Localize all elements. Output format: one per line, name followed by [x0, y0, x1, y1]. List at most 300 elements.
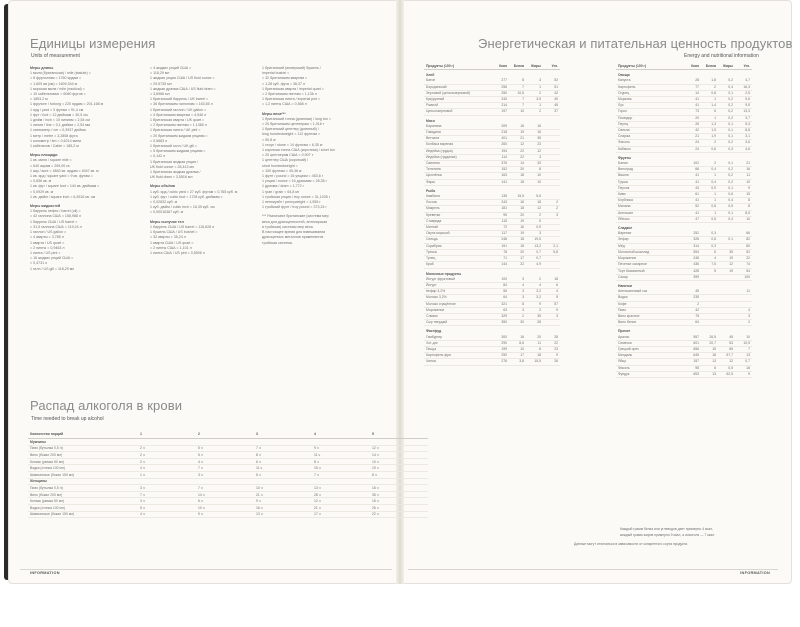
value-cell: 16	[735, 365, 752, 371]
value-cell: 554	[684, 249, 701, 255]
unit-line: 1 жидкая унция США / US fluid ounce =	[150, 76, 215, 81]
value-cell: 4	[701, 256, 718, 262]
value-cell: 12	[718, 262, 735, 268]
value-cell: 26	[684, 121, 701, 127]
category-row	[616, 70, 752, 79]
value-cell: 3	[735, 313, 752, 319]
value-cell: 16	[509, 225, 526, 231]
category-label: Хлеб	[426, 73, 435, 78]
value-cell: 2	[526, 212, 543, 218]
value-cell: 9	[735, 185, 752, 191]
value-cell: 74	[735, 262, 752, 268]
unit-line: = 20 британским жидким унциям =	[150, 133, 208, 138]
value-cell: 197	[492, 109, 509, 115]
value-cell: 653	[684, 371, 701, 377]
value-cell: 2	[526, 109, 543, 115]
value-cell: 144	[492, 262, 509, 268]
product-name: Перец	[616, 121, 684, 127]
value-cell: 0,4	[718, 198, 735, 204]
value-cell: 63	[492, 307, 509, 313]
unit-line: = 32 кварты = 35,24 л	[150, 235, 186, 240]
unit-line: 1 кв. миля / square mile =	[30, 158, 72, 163]
hours-cell: 2 ч	[138, 445, 196, 452]
category-row	[616, 223, 752, 232]
unit-line: 1 гран / grain = 64,8 мг	[262, 189, 300, 194]
hours-cell: 12 ч	[370, 445, 428, 452]
header-cell: Ккал	[492, 64, 509, 70]
value-cell: 11	[735, 173, 752, 179]
table-row	[28, 485, 428, 492]
value-cell: 35	[526, 313, 543, 319]
value-cell: 84	[492, 282, 509, 288]
unit-line: = 1853,2 м	[30, 97, 48, 102]
product-name: Торт бисквитный	[616, 268, 684, 274]
category-row	[424, 185, 560, 194]
value-cell: 102	[684, 161, 701, 167]
value-cell: 22	[543, 340, 560, 346]
hours-cell: 16 ч	[370, 485, 428, 492]
value-cell: 0,7	[526, 249, 543, 255]
unit-line: 1 британская пинта / imperial pint =	[262, 97, 321, 102]
value-cell: 0,2	[718, 115, 735, 121]
product-name: Хот-дог	[424, 340, 492, 346]
unit-line: 1 британский галлон / UK gallon =	[150, 107, 207, 112]
section-heading: Меры жидкостей	[30, 204, 61, 209]
value-cell: 0,8	[701, 237, 718, 243]
value-cell: 376	[492, 161, 509, 167]
value-cell: 0,1	[718, 134, 735, 140]
value-cell: 163	[492, 173, 509, 179]
value-cell: 194	[492, 148, 509, 154]
value-cell: 41	[684, 179, 701, 185]
value-cell: 12	[718, 359, 735, 365]
value-cell: 0,1	[718, 210, 735, 216]
value-cell: 21	[684, 134, 701, 140]
unit-line: 1 сантиметр / cm = 0,3937 дюйма	[30, 128, 86, 133]
header-cell: Жиры	[718, 64, 735, 70]
value-cell: 8	[735, 198, 752, 204]
product-name: Малина	[616, 204, 684, 210]
value-cell: 4,9	[526, 262, 543, 268]
value-cell: 0,9	[526, 225, 543, 231]
table-row	[28, 452, 428, 459]
value-cell: 557	[684, 335, 701, 341]
value-cell: 41	[684, 97, 701, 103]
value-cell: 30	[509, 320, 526, 326]
group-label: Женщины	[28, 478, 428, 485]
value-cell: 0,2	[718, 179, 735, 185]
unit-line: 1 британская кварта / imperial quart =	[262, 86, 324, 91]
value-cell: 248	[492, 237, 509, 243]
value-cell: 0,2	[718, 173, 735, 179]
unit-line: = 10 кабельтовых = 6080 футов =	[30, 92, 86, 97]
product-name: Спаржа	[616, 134, 684, 140]
value-cell: 0,8	[701, 204, 718, 210]
product-name: Арахис	[616, 335, 684, 341]
product-name: Яблоко	[616, 216, 684, 222]
value-cell: 19,5	[526, 237, 543, 243]
value-cell: 6	[701, 249, 718, 255]
value-cell: 18	[509, 206, 526, 212]
hours-cell: 5 ч	[138, 504, 196, 511]
drink-name: Вино (бокал 200 мл)	[28, 452, 138, 459]
hours-cell: 13 ч	[312, 485, 370, 492]
value-cell: 209	[492, 124, 509, 130]
hours-cell: 2 ч	[138, 452, 196, 459]
hours-cell: 16 ч	[254, 504, 312, 511]
hours-cell: 9 ч	[196, 511, 254, 518]
value-cell: 20,7	[701, 340, 718, 346]
unit-line: 1 куб. фут / cubic foot = 1728 куб. дюймам =	[150, 194, 223, 199]
value-cell: 3,5	[526, 97, 543, 103]
alcohol-header-row	[28, 429, 428, 439]
unit-line: 1 куб. дюйм / cubic inch = 16,39 куб. см	[150, 205, 215, 210]
product-name: Камбала	[424, 194, 492, 200]
hours-cell: 9 ч	[254, 498, 312, 505]
value-cell: 77	[684, 84, 701, 90]
unit-line: = 118,29 мл	[150, 71, 170, 76]
category-label: Фастфуд	[426, 329, 442, 334]
hours-cell: 21 ч	[312, 504, 370, 511]
hours-cell: 7 ч	[254, 445, 312, 452]
header-cell: 4	[312, 429, 370, 439]
value-cell: 3,8	[509, 359, 526, 365]
unit-line: и тройская) системы мер веса.	[262, 224, 314, 229]
value-cell: 54	[735, 268, 752, 274]
value-cell: 16,3	[735, 84, 752, 90]
value-cell: 11	[735, 289, 752, 295]
value-cell: 2	[735, 320, 752, 326]
value-cell: 3	[509, 307, 526, 313]
product-name: Яйцо	[616, 359, 684, 365]
section-heading: Меры длины	[30, 66, 54, 70]
header-cell: Продукты (100 г)	[424, 64, 492, 70]
unit-line: = 16 жидких унций США =	[30, 256, 74, 261]
hours-cell: 4 ч	[196, 458, 254, 465]
value-cell: 43	[684, 185, 701, 191]
value-cell: 5	[701, 109, 718, 115]
value-cell: 65	[718, 346, 735, 352]
value-cell: 0,1	[718, 237, 735, 243]
value-cell: 64	[492, 295, 509, 301]
hours-cell: 7 ч	[138, 491, 196, 498]
unit-line: 1 короткая тонна США (короткая) / short ton	[262, 148, 335, 153]
value-cell: 75	[684, 313, 701, 319]
hours-cell: 22 ч	[370, 511, 428, 518]
product-name: Персик	[616, 185, 684, 191]
unit-line: 1 акр / acre = 4840 кв. ярдам = 4047 кв. м	[30, 168, 99, 173]
unit-line: 1 жидкая драхма США / US fluid dram =	[150, 86, 216, 91]
value-cell: 0,4	[718, 84, 735, 90]
unit-line: = 4 жидких унций США =	[150, 66, 192, 70]
category-label: Сладкое	[618, 226, 633, 231]
value-cell: 16	[509, 335, 526, 341]
drink-name: Вино (бокал 200 мл)	[28, 491, 138, 498]
hours-cell: 21 ч	[254, 491, 312, 498]
hours-cell: 11 ч	[254, 465, 312, 472]
category-label: Овощи	[618, 73, 630, 78]
note-line-1: Каждый грамм белка или углеводов дает примерно 4 ккал,	[620, 527, 713, 531]
value-cell: 2	[701, 84, 718, 90]
category-label: Напитки	[618, 283, 632, 288]
value-cell: 28	[526, 320, 543, 326]
unit-line: imperial bushel =	[262, 71, 290, 76]
unit-line: 1 метр / metre = 3,2808 фута	[30, 133, 78, 138]
section-heading: Меры площади	[30, 153, 58, 158]
product-name: Апельсиновый сок	[616, 289, 684, 295]
unit-line: = 0,836 кв. м	[30, 179, 52, 184]
value-cell: 0,4	[701, 179, 718, 185]
unit-line: веса для драгоценностей, аптекарская	[262, 219, 328, 224]
value-cell: 0,4	[701, 167, 718, 173]
value-cell: 1,9	[701, 134, 718, 140]
unit-line: 1 баррель нефти / barrel (oil) =	[30, 209, 81, 214]
note-line-2: каждый грамм жиров примерно 9 ккал, а алкоголя — 7 ккал.	[620, 533, 716, 537]
value-cell: 181	[492, 206, 509, 212]
unit-line: 1 пенниуэйт / pennyweight = 1,555 г	[262, 200, 321, 205]
value-cell: 6	[701, 365, 718, 371]
value-cell: 0,5	[718, 204, 735, 210]
unit-line: 1 британская кварта / UK quart =	[150, 118, 205, 123]
unit-line: = 100 фунтам = 45,36 кг	[262, 168, 302, 173]
product-name: Фасоль	[616, 365, 684, 371]
value-cell: 66	[684, 167, 701, 173]
product-name: Огурец	[616, 90, 684, 96]
value-cell: 42	[543, 90, 560, 96]
value-cell: 218	[492, 130, 509, 136]
product-name: Сельдь	[424, 237, 492, 243]
product-name: Цельнозерновой	[424, 109, 492, 115]
value-cell: 2,1	[543, 243, 560, 249]
value-cell: 18	[526, 353, 543, 359]
units-column-3	[262, 66, 335, 246]
value-cell: 321	[492, 301, 509, 307]
value-cell: 2	[543, 206, 560, 212]
value-cell: 350	[492, 320, 509, 326]
value-cell: 290	[492, 353, 509, 359]
value-cell: 22	[509, 154, 526, 160]
unit-line: 1 кв. дюйм / square inch = 6,4516 кв. см	[30, 194, 96, 199]
value-cell: 0,6	[718, 192, 735, 198]
unit-line: = 4 британским квартам = 4,546 л	[150, 112, 207, 117]
product-name: Морковь	[616, 97, 684, 103]
table-row	[28, 511, 428, 518]
section-heading: Меры объёма	[150, 184, 175, 189]
units-column-2	[150, 66, 237, 256]
category-row	[424, 326, 560, 335]
value-cell: 3	[526, 231, 543, 237]
table-row	[616, 371, 752, 377]
hours-cell: 5 ч	[254, 471, 312, 478]
value-cell: 15	[735, 192, 752, 198]
hours-cell: 2 ч	[138, 458, 196, 465]
section-heading: Меры веса***	[262, 111, 286, 116]
hours-cell: 3 ч	[138, 485, 196, 492]
product-name: Скумбрия	[424, 243, 492, 249]
product-name: Груша	[616, 179, 684, 185]
hours-cell: 7 ч	[196, 465, 254, 472]
drink-name: Коньяк (рюмка 50 мл)	[28, 458, 138, 465]
value-cell: 4,6	[735, 146, 752, 152]
product-name: Апельсин	[616, 210, 684, 216]
header-cell: Продукты (100 г)	[616, 64, 684, 70]
product-name: Молоко сгущённое	[424, 301, 492, 307]
product-name: Йогурт фруктовый	[424, 277, 492, 283]
unit-line: 1 британский (имперский) бушель /	[262, 66, 321, 70]
product-name: Бородинский	[424, 84, 492, 90]
unit-line: 1 баррель США / US barrel = 115,628 л	[150, 224, 215, 229]
value-cell: 656	[684, 346, 701, 352]
hours-cell: 10 ч	[370, 458, 428, 465]
hours-cell: 26 ч	[370, 504, 428, 511]
product-name: Семечки	[616, 340, 684, 346]
value-cell: 22	[509, 148, 526, 154]
value-cell: 0,2	[718, 140, 735, 146]
value-cell: 28	[543, 335, 560, 341]
value-cell: 26	[543, 359, 560, 365]
unit-line: UK fluid dram = 3,5516 мл	[150, 175, 193, 180]
value-cell: 98	[684, 365, 701, 371]
value-cell: 10	[526, 179, 543, 185]
value-cell: 0,1	[718, 90, 735, 96]
value-cell: 3	[509, 277, 526, 283]
unit-line: 1 пинта / US pint =	[30, 250, 61, 255]
value-cell: 0,2	[718, 97, 735, 103]
value-cell: 7,5	[701, 262, 718, 268]
value-cell: 15	[701, 346, 718, 352]
value-cell: 49	[543, 97, 560, 103]
value-cell: 10	[509, 346, 526, 352]
unit-line: = 42 галлона США = 158,988 л	[30, 214, 82, 219]
product-name: Картофель фри	[424, 353, 492, 359]
value-cell: 1,5	[701, 128, 718, 134]
group-row	[28, 478, 428, 485]
value-cell: 5,3	[735, 121, 752, 127]
product-name: Молочный шоколад	[616, 249, 684, 255]
category-label: Мясо	[426, 118, 435, 123]
hours-cell: 6 ч	[196, 498, 254, 505]
product-name: Помидор	[616, 115, 684, 121]
unit-line: 1 британская жидкая унция /	[150, 159, 198, 164]
units-subtitle: Units of measurement	[31, 53, 80, 59]
value-cell: 24	[684, 146, 701, 152]
value-cell: 9	[526, 301, 543, 307]
value-cell: 22	[735, 256, 752, 262]
unit-line: = 4 кварты = 3,785 л	[30, 235, 64, 240]
value-cell: 17	[509, 256, 526, 262]
unit-line: = 32 британским квартам =	[262, 76, 308, 81]
value-cell: 601	[684, 340, 701, 346]
value-cell: 78	[492, 249, 509, 255]
hours-cell: 19 ч	[370, 465, 428, 472]
value-cell: 243	[492, 200, 509, 206]
unit-line: 1 гилл / US gill = 118,29 мл	[30, 266, 75, 271]
value-cell: 1	[526, 84, 543, 90]
product-name: Цыплёнок	[424, 173, 492, 179]
value-cell: 214	[492, 103, 509, 109]
unit-line: 1 кварта США / US quart =	[150, 240, 194, 245]
value-cell: 17	[509, 353, 526, 359]
value-cell: 2,5	[735, 90, 752, 96]
value-cell: 2	[509, 313, 526, 319]
value-cell: 0,7	[526, 256, 543, 262]
value-cell: 18	[509, 173, 526, 179]
value-cell: 52	[735, 249, 752, 255]
value-cell: 9,6	[735, 97, 752, 103]
value-cell: 19	[509, 130, 526, 136]
unit-line: long hundredweight = 112 фунтам =	[262, 132, 321, 137]
unit-line: 1 фурлонг / furlong = 220 ярдам = 201,168 м	[30, 102, 104, 107]
value-cell: 4,7	[735, 78, 752, 84]
alcohol-title: Распад алкоголя в крови	[30, 398, 183, 413]
unit-line: тройская система.	[262, 240, 293, 245]
unit-line: = 20 центнерам США = 0,907 т	[262, 153, 314, 158]
value-cell: 16	[526, 124, 543, 130]
unit-line: 1 тройская унция / troy ounce = 31,1035 г	[262, 194, 331, 199]
product-name: Сахар	[616, 274, 684, 280]
unit-line: = 8 фурлонгам = 1760 ярдам =	[30, 76, 82, 81]
table-row	[28, 458, 428, 465]
value-cell: 19	[509, 218, 526, 224]
value-cell: 199	[492, 346, 509, 352]
product-name: Батон	[424, 78, 492, 84]
table-row	[28, 471, 428, 478]
table-row	[28, 445, 428, 452]
value-cell: 240	[492, 97, 509, 103]
value-cell: 21	[735, 161, 752, 167]
unit-line: = 0,0929 кв. м	[30, 189, 54, 194]
product-name: Индейка (грудинка)	[424, 154, 492, 160]
value-cell: 6	[543, 282, 560, 288]
value-cell: 7	[509, 84, 526, 90]
value-cell: 23	[526, 142, 543, 148]
value-cell: 7	[509, 103, 526, 109]
value-cell: 10	[509, 109, 526, 115]
unit-line: = 2 пинты = 0,9463 л	[30, 245, 65, 250]
value-cell: 1	[701, 97, 718, 103]
nutrition-table-left	[424, 64, 560, 366]
value-cell: 401	[492, 136, 509, 142]
value-cell: 45	[718, 335, 735, 341]
value-cell: 20	[526, 335, 543, 341]
value-cell: 1,4	[701, 103, 718, 109]
product-name: Сливки	[424, 313, 492, 319]
product-name: Мороженое	[616, 256, 684, 262]
product-name: Кофе	[616, 301, 684, 307]
value-cell: 33	[526, 161, 543, 167]
product-name: Сыр твердый	[424, 320, 492, 326]
product-name: Баранина	[424, 124, 492, 130]
value-cell: 2	[526, 90, 543, 96]
value-cell: 45	[684, 289, 701, 295]
value-cell: 3	[526, 154, 543, 160]
value-cell: 72	[492, 225, 509, 231]
value-cell: 100	[735, 274, 752, 280]
product-name: Минтай	[424, 225, 492, 231]
value-cell: 9	[543, 353, 560, 359]
product-name: Банан	[616, 161, 684, 167]
value-cell: 12	[509, 142, 526, 148]
drink-name: Водка (стопка 100 мл)	[28, 465, 138, 472]
value-cell: 64	[684, 320, 701, 326]
value-cell: 37	[543, 109, 560, 115]
category-row	[616, 280, 752, 289]
unit-line: 1 дюйм / inch = 10 линиям = 2,54 см	[30, 118, 90, 123]
unit-line: 1 линия / line = 0,1 дюйма = 2,54 мм	[30, 123, 91, 128]
value-cell: 16	[509, 124, 526, 130]
value-cell: 191	[492, 243, 509, 249]
value-cell: 19	[718, 256, 735, 262]
